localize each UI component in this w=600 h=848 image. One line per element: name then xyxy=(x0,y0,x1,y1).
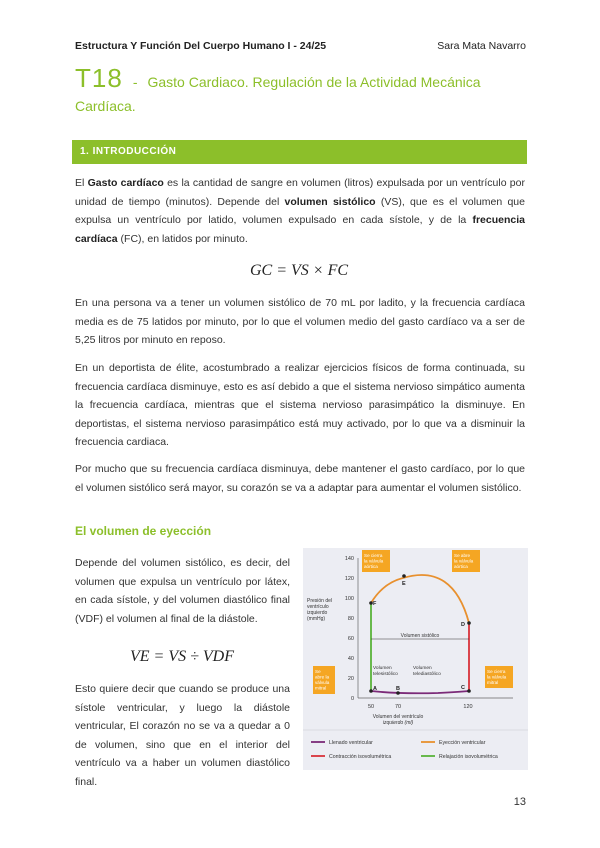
callout-aortic-close xyxy=(362,550,390,572)
filling-curve xyxy=(371,691,469,693)
x-axis-label-1: Volumen del ventrículo xyxy=(372,714,424,720)
figure-legend xyxy=(303,730,528,760)
point-c-dot xyxy=(467,689,471,693)
callout-aortic-close-line-1: Se cierra xyxy=(364,553,383,558)
header-course-title: Estructura Y Función Del Cuerpo Humano I - 24/25 xyxy=(75,40,327,52)
pressure-volume-figure xyxy=(303,548,528,770)
stroke-volume-label: Volumen sistólico xyxy=(400,633,440,639)
esv-label-1: Volumen xyxy=(373,666,392,671)
legend-label-contraction: Contracción isovolumétrica xyxy=(329,754,392,760)
point-d-label: D xyxy=(461,622,465,628)
point-c-label: C xyxy=(461,685,465,691)
y-tick-40: 40 xyxy=(347,656,354,662)
intro-text-1: El xyxy=(75,177,88,189)
callout-mitral-close xyxy=(485,666,513,688)
y-tick-120: 120 xyxy=(344,576,354,582)
callout-aortic-open-line-1: Se abre xyxy=(454,553,471,558)
callout-aortic-close-line-3: aórtica xyxy=(364,564,378,569)
edv-label-1: Volumen xyxy=(413,666,432,671)
callout-mitral-open-line-2: abre la xyxy=(315,674,330,680)
term-volumen-sistolico: volumen sistólico xyxy=(284,195,376,208)
pressure-volume-loop-diagram xyxy=(303,548,528,770)
callout-aortic-open-line-2: la válvula xyxy=(454,558,474,564)
callout-mitral-open-line-4: mitral xyxy=(315,685,327,691)
term-frecuencia-cardiaca: frecuencia cardíaca xyxy=(75,214,525,245)
paragraph-athlete: En un deportista de élite, acostumbrado a realizar ejercicios físicos de forma continuada, su frecuencia cardíaca disminuye, esto es así debido a que el sistema nervioso simpático aumenta la frecuencia cardíaca, mientras que el sistema nervioso parasimpático la disminuye. En deportistas, el sistema nervioso parasimpático está muy activado, por lo que va a disminuir la frecuencia cardiaca. xyxy=(75,362,525,449)
y-axis-label-1: Presión del xyxy=(307,598,333,604)
y-axis-label-2: ventrículo xyxy=(307,604,329,610)
x-tick-120: 120 xyxy=(463,704,473,710)
callout-mitral-open-line-3: válvula xyxy=(315,680,330,685)
callout-aortic-close-line-2: la válvula xyxy=(364,558,384,564)
point-f-label: F xyxy=(373,601,377,607)
y-axis-label-4: (mmHg) xyxy=(307,616,326,622)
page-number: 13 xyxy=(513,796,526,808)
intro-paragraph xyxy=(75,174,525,248)
legend-label-ejection: Eyección ventricular xyxy=(439,740,486,746)
paragraph-adaptation: Por mucho que su frecuencia cardíaca disminuya, debe mantener el gasto cardíaco, por lo que el volumen sistólico será mayor, su corazón se va a adaptar para aumentar el volumen sistólico. xyxy=(75,463,525,494)
point-a-label: A xyxy=(373,686,377,692)
callout-mitral-open-line-1: Se xyxy=(315,669,321,674)
section-heading-bar: 1. INTRODUCCIÓN xyxy=(72,140,527,164)
point-e-label: E xyxy=(402,581,406,587)
callout-aortic-open-line-3: aórtica xyxy=(454,564,468,569)
legend-label-relaxation: Relajación isovolumétrica xyxy=(439,754,498,760)
legend-label-filling: Llenado ventricular xyxy=(329,740,373,746)
title-dash: - xyxy=(132,74,138,90)
paragraph-ejection-volume: Depende del volumen sistólico, es decir, del volumen que expulsa un ventrículo por látex, en cada sístole, y del volumen diastólico final (VDF) el volumen al final de la diástole. xyxy=(75,557,290,625)
y-tick-80: 80 xyxy=(347,616,354,622)
x-tick-50: 50 xyxy=(367,704,375,710)
callout-aortic-open xyxy=(452,550,480,572)
callout-mitral-close-line-1: Se cierra xyxy=(487,669,506,674)
intro-text-2: es la cantidad de sangre en volumen (litros) expulsada por un ventrículo por unidad de tiempo (minutos). Depende del xyxy=(75,177,525,208)
page-title xyxy=(75,63,530,118)
callout-mitral-close-line-2: la válvula xyxy=(487,674,507,680)
formula-gasto-cardiaco: GC = VS × FC xyxy=(250,262,349,279)
term-gasto-cardiaco: Gasto cardíaco xyxy=(87,177,164,189)
point-d-dot xyxy=(467,621,471,625)
ejection-curve xyxy=(371,575,469,623)
point-b-label: B xyxy=(396,686,400,692)
y-tick-0: 0 xyxy=(350,696,354,702)
title-text: Gasto Cardiaco. Regulación de la Actividad Mecánica Cardíaca. xyxy=(75,74,481,114)
edv-label-2: telediastólico xyxy=(413,672,441,677)
subsection-title: El volumen de eyección xyxy=(75,524,212,538)
callout-mitral-close-line-3: mitral xyxy=(487,680,499,685)
x-tick-70: 70 xyxy=(394,704,402,710)
intro-text-4: (FC), en latidos por minuto. xyxy=(117,232,248,245)
y-axis-label-3: izquierdo xyxy=(307,610,328,616)
paragraph-example: En una persona va a tener un volumen sistólico de 70 mL por ladito, y la frecuencia cardíaca media es de 75 latidos por minuto, por lo que el volumen medio del gasto cardíaco va a ser de 5,25 litros por minuto en reposo. xyxy=(75,297,525,347)
y-tick-100: 100 xyxy=(344,596,354,602)
y-tick-20: 20 xyxy=(347,676,354,682)
topic-number: T18 xyxy=(75,63,123,93)
y-tick-60: 60 xyxy=(347,636,354,642)
formula-ejection-volume: VE = VS ÷ VDF xyxy=(130,648,234,665)
intro-text-3: (VS), que es el volumen que expulsa un ventrículo por latido, volumen expulsado en cada sístole, y de la xyxy=(75,195,525,227)
callout-mitral-open xyxy=(313,666,335,694)
paragraph-end-diastolic: Esto quiere decir que cuando se produce una sístole ventricular, y luego la diástole ventricular, El corazón no se va a quedar a 0 de volumen, sino que en el interior del ventrículo va a haber un volumen diastólico final. xyxy=(75,683,290,788)
y-tick-140: 140 xyxy=(344,556,354,562)
point-e-dot xyxy=(402,574,406,578)
header-author: Sara Mata Navarro xyxy=(437,40,526,52)
x-axis-label-2: izquierdo (ml) xyxy=(382,720,414,726)
esv-label-2: telesistólico xyxy=(373,672,398,677)
